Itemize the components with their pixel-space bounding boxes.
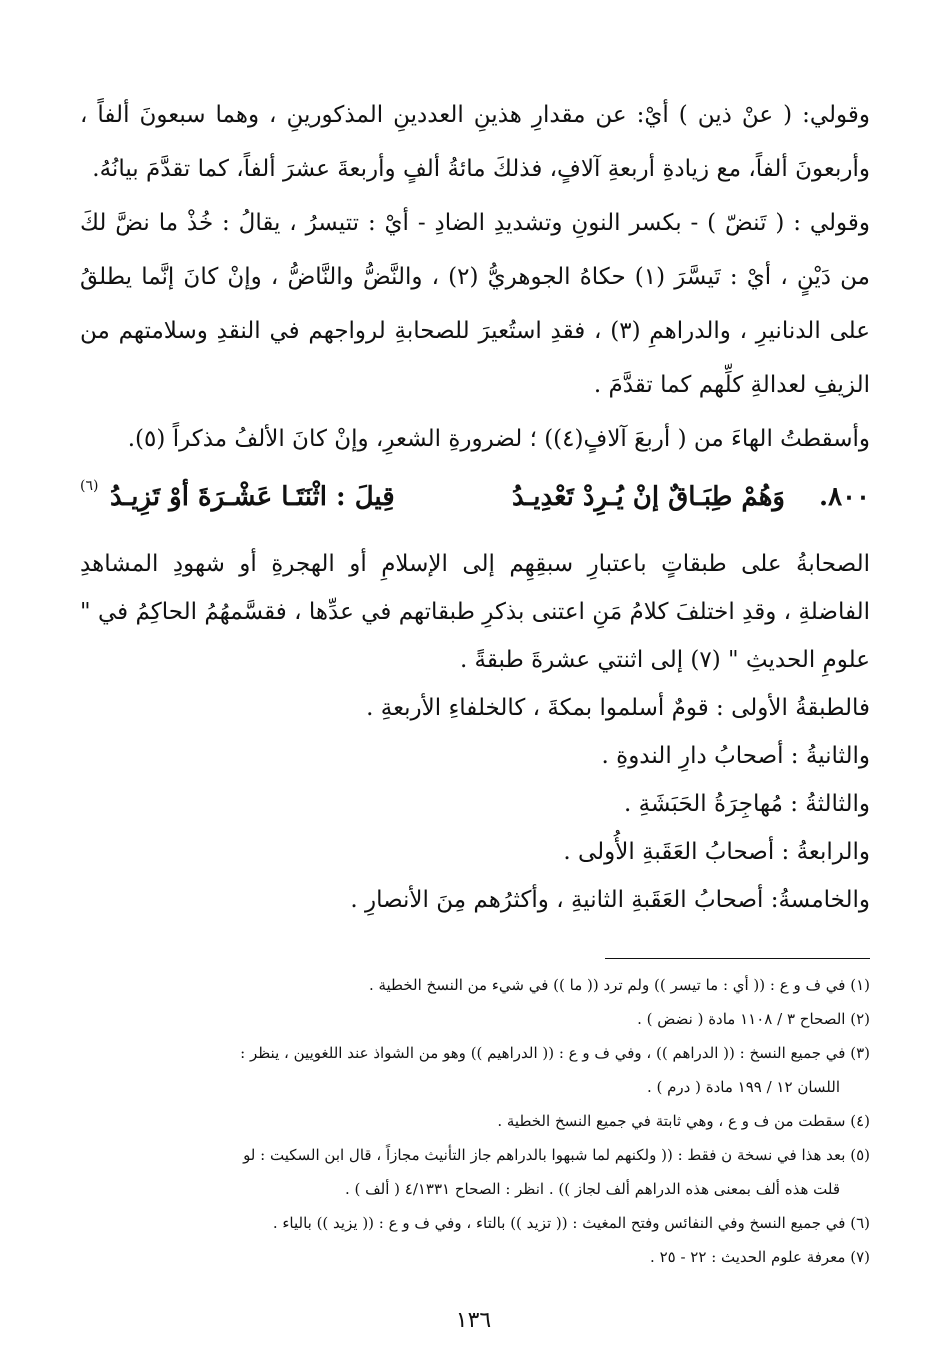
footnote-1: (١) في ف و ع : (( أي : ما تيسر )) ولم ترد (( ما )) في شيء من النسخ الخطية . — [368, 976, 870, 994]
footnote-3-continuation: اللسان ١٢ / ١٩٩ مادة ( درم ) . — [646, 1078, 840, 1096]
footnote-3: (٣) في جميع النسخ : (( الدراهم )) ، وفي ف و ع : (( الدراهيم )) وهو من الشواذ عند اللغويين ، ينظر : — [240, 1044, 870, 1062]
verse-line — [80, 474, 870, 534]
top-section — [80, 88, 870, 466]
tabaqat-list — [80, 684, 870, 924]
footnote-6: (٦) في جميع النسخ وفي النفائس وفتح المغيث : (( تزيد )) بالتاء ، وفي ف و ع : (( يزيد )) بالياء . — [272, 1214, 870, 1232]
verse-footnote-ref: (٦) — [80, 478, 99, 494]
footnote-7: (٧) معرفة علوم الحديث : ٢٢ - ٢٥ . — [650, 1248, 870, 1266]
list-item: والرابعةُ : أصحابُ العَقَبةِ الأُولى . — [563, 839, 870, 865]
paragraph-asqatt: وأسقطتُ الهاءَ من ( أربعَ آلافٍ(٤)) ؛ لضرورةِ الشعرِ، وإنْ كانَ الألفُ مذكراً (٥). — [127, 426, 870, 452]
page-number: ١٣٦ — [455, 1308, 492, 1333]
paragraph-tabaqat: الصحابةُ على طبقاتٍ باعتبارِ سبقِهِم إلى الإسلامِ أو الهجرةِ أو شهودِ المشاهدِ الفاضلةِ ، وقدِ اختلفَ كلامُ مَنِ اعتنى بذكرِ طبقاتهم في عدِّها ، فقسَّمهُمُ الحاكِمُ في " علومِ الحديثِ " (٧) إلى اثنتي عشرةَ طبقةً . — [80, 551, 870, 673]
verse-hemistich-second: قِيلَ : اثْنَتَـا عَشْـرَةَ أوْ تَزِيـدُ — [110, 482, 395, 512]
footnotes — [100, 968, 870, 1274]
footnote-4: (٤) سقطت من ف و ع ، وهي ثابتة في جميع النسخ الخطية . — [497, 1112, 870, 1130]
footnote-5: (٥) بعد هذا في نسخة ن فقط : (( ولكنهم لما شبهوا بالدراهم جاز التأنيث مجازاً ، قال ابن السكيت : لو — [243, 1146, 870, 1164]
verse-number: ٨٠٠. — [819, 482, 870, 512]
footnote-5-continuation: قلت هذه ألف بمعنى هذه الدراهم ألف لجاز )) . انظر : الصحاح ٤/١٣٣١ ( ألف ) . — [344, 1180, 840, 1198]
footnote-divider — [605, 958, 870, 959]
list-item: والثالثةُ : مُهاجِرَةُ الحَبَشَةِ . — [624, 791, 870, 817]
list-item: والخامسةُ: أصحابُ العَقَبةِ الثانيةِ ، وأكثرُهم مِنَ الأنصارِ . — [350, 887, 870, 913]
paragraph-an-dhin: وقولي: ( عنْ ذين ) أيْ: عن مقدارِ هذينِ العددينِ المذكورينِ ، وهما سبعونَ ألفاً ، وأربعونَ ألفاً، مع زيادةِ أربعةِ آلافٍ، فذلكَ مائةُ ألفٍ وأربعةَ عشرَ ألفاً، كما تقدَّمَ بيانُهُ. — [80, 102, 870, 182]
list-item: فالطبقةُ الأولى : قومٌ أسلموا بمكةَ ، كالخلفاءِ الأربعةِ . — [366, 695, 870, 721]
verse-hemistich-first: وَهُمْ طِبَـاقٌ إنْ يُـرِدْ تَعْدِيـدُ — [511, 482, 785, 512]
paragraph-tanidd: وقولي : ( تَنضّ ) - بكسر النونِ وتشديدِ الضادِ - أيْ : تتيسرُ ، يقالُ : خُذْ ما نضَّ لكَ من دَيْنٍ ، أيْ : تَيسَّرَ (١) حكاهُ الجوهريُّ (٢) ، والنَّضُّ والنَّاضُّ ، وإنْ كانَ إنَّما يطلقُ على الدنانيرِ ، والدراهمِ (٣) ، فقدِ استُعيرَ للصحابةِ لرواجهم في النقدِ وسلامتهم من الزيفِ لعدالةِ كلِّهم كما تقدَّمَ . — [80, 210, 870, 398]
list-item: والثانيةُ : أصحابُ دارِ الندوةِ . — [601, 743, 870, 769]
commentary-section — [80, 540, 870, 924]
footnote-2: (٢) الصحاح ٣ / ١١٠٨ مادة ( نضض ) . — [637, 1010, 870, 1028]
